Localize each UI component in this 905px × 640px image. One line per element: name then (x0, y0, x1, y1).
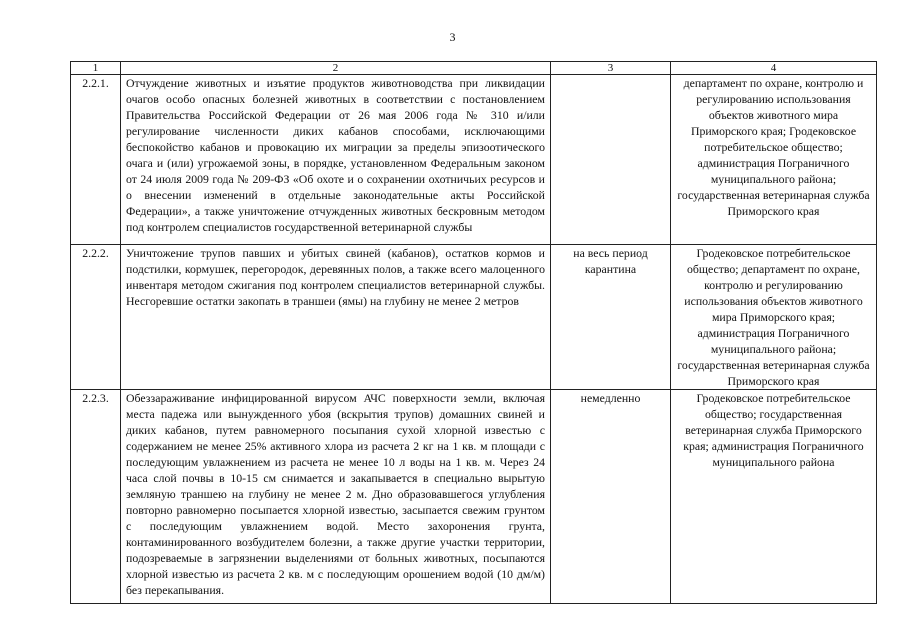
row-number: 2.2.3. (71, 390, 121, 604)
page-number: 3 (449, 30, 456, 44)
column-header-2: 2 (121, 62, 551, 75)
column-header-1: 1 (71, 62, 121, 75)
table-header-row (71, 62, 877, 75)
row-number: 2.2.1. (71, 75, 121, 245)
row-responsible: Гродековское потребительское общество; государственная ветеринарная служба Приморского края; администрация Пограничного муниципального района (671, 390, 877, 604)
row-term (551, 75, 671, 245)
table-row (71, 245, 877, 390)
row-term: немедленно (551, 390, 671, 604)
column-header-4: 4 (671, 62, 877, 75)
measures-table (70, 61, 877, 604)
column-header-3: 3 (551, 62, 671, 75)
table-row (71, 390, 877, 604)
row-number: 2.2.2. (71, 245, 121, 390)
row-action: Обеззараживание инфицированной вирусом АЧС поверхности земли, включая места падежа или вынужденного убоя (вскрытия трупов) домашних свиней и диких кабанов, путем равномерного посыпания сухой хлорной известью с содержанием не менее 25% активного хлора из расчета 2 кг на 1 кв. м площади с последующим увлажнением из расчета не менее 10 л воды на 1 кв. м. Через 24 часа слой почвы в 10-15 см снимается и закапывается в специально вырытую земляную траншею на глубину не менее 2 м. Дно образовавшегося углубления повторно равномерно посыпается хлорной известью, засыпается свежим грунтом с последующим увлажнением водой. Место захоронения грунта, контаминированного возбудителем болезни, а также другие участки территории, подозреваемые в загрязнении выделениями от больных животных, посыпаются хлорной известью из расчета 2 кв. м с последующим орошением водой (10 дм/м) без перекапывания. (121, 390, 551, 604)
row-action: Отчуждение животных и изъятие продуктов животноводства при ликвидации очагов особо опасных болезней животных в соответствии с постановлением Правительства Российской Федерации от 26 мая 2006 года № 310 и/или регулирование численности диких кабанов способами, исключающими беспокойство кабанов и провокацию их миграции за пределы эпизоотического очага и (или) угрожаемой зоны, в порядке, установленном Федеральным законом от 24 июля 2009 года № 209-ФЗ «Об охоте и о сохранении охотничьих ресурсов и о внесении изменений в отдельные законодательные акты Российской Федерации», а также уничтожение отчужденных животных бескровным методом под контролем специалистов государственной ветеринарной службы (121, 75, 551, 245)
row-term: на весь период карантина (551, 245, 671, 390)
row-action: Уничтожение трупов павших и убитых свиней (кабанов), остатков кормов и подстилки, кормушек, перегородок, деревянных полов, а также всего малоценного инвентаря методом сжигания под контролем специалистов ветеринарной службы. Несгоревшие остатки закопать в траншеи (ямы) на глубину не менее 2 метров (121, 245, 551, 390)
row-responsible: Гродековское потребительское общество; департамент по охране, контролю и регулированию использования объектов животного мира Приморского края; администрация Пограничного муниципального района; государственная ветеринарная служба Приморского края (671, 245, 877, 390)
row-responsible: департамент по охране, контролю и регулированию использования объектов животного мира Приморского края; Гродековское потребительское общество; администрация Пограничного муниципального района; государственная ветеринарная служба Приморского края (671, 75, 877, 245)
table-row (71, 75, 877, 245)
